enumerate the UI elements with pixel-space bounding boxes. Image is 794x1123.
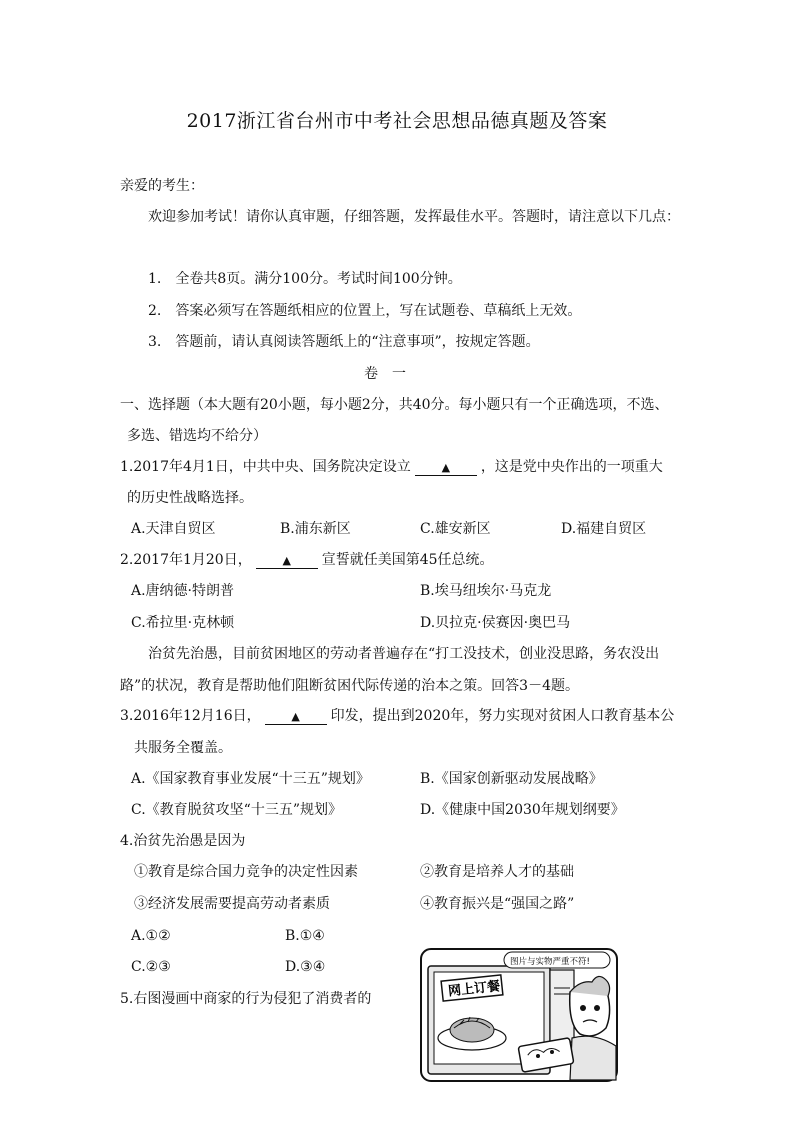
question-4-statement-2: ②教育是培养人才的基础	[420, 864, 574, 880]
question-1-option-a: A.天津自贸区	[131, 521, 216, 537]
question-4-stem: 4.治贫先治愚是因为	[120, 833, 246, 849]
question-2-option-a: A.唐纳德·特朗普	[131, 583, 235, 599]
question-2-stem-pre: 2.2017年1月20日，	[120, 552, 252, 568]
speech-bubble-text: 图片与实物严重不符!	[510, 957, 590, 967]
section-heading: 卷 一	[364, 366, 406, 382]
screen-text: 网上订餐	[447, 978, 501, 999]
passage-line1: 治贫先治愚，目前贫困地区的劳动者普遍存在“打工没技术，创业没思路，务农没出	[148, 646, 660, 662]
question-4-statement-3: ③经济发展需要提高劳动者素质	[134, 896, 330, 912]
instruction-3: 3. 答题前，请认真阅读答题纸上的“注意事项”，按规定答题。	[148, 334, 540, 350]
question-1-stem-post: ，这是党中央作出的一项重大	[480, 459, 663, 475]
question-3-option-d: D.《健康中国2030年规划纲要》	[420, 802, 625, 818]
question-4-statement-1: ①教育是综合国力竞争的决定性因素	[134, 864, 358, 880]
question-4-option-d: D.③④	[285, 959, 326, 975]
welcome-text: 欢迎参加考试！请你认真审题，仔细答题，发挥最佳水平。答题时，请注意以下几点：	[148, 209, 680, 225]
question-3-option-c: C.《教育脱贫攻坚“十三五”规划》	[131, 802, 342, 818]
question-1-stem-pre: 1.2017年4月1日，中共中央、国务院决定设立	[120, 459, 411, 475]
question-3-stem-line2: 共服务全覆盖。	[134, 740, 232, 756]
question-5-stem: 5.右图漫画中商家的行为侵犯了消费者的	[120, 991, 372, 1007]
question-3-stem	[120, 707, 674, 725]
part1-heading-line2: 多选、错选均不给分）	[127, 428, 267, 444]
question-2-option-d: D.贝拉克·侯赛因·奥巴马	[420, 615, 571, 631]
page-title: 2017浙江省台州市中考社会思想品德真题及答案	[186, 110, 608, 132]
question-1-stem-line2: 的历史性战略选择。	[127, 490, 253, 506]
part1-heading-line1: 一、选择题（本大题有20小题，每小题2分，共40分。每小题只有一个正确选项，不选、	[120, 397, 669, 413]
passage-line2: 路”的状况，教育是帮助他们阻断贫困代际传递的治本之策。回答3－4题。	[120, 678, 579, 694]
question-1-option-c: C.雄安新区	[420, 521, 491, 537]
question-4-option-a: A.①②	[131, 928, 171, 944]
question-3-stem-post: 印发，提出到2020年，努力实现对贫困人口教育基本公	[330, 708, 675, 724]
question-3-option-a: A.《国家教育事业发展“十三五”规划》	[131, 771, 370, 787]
question-3-option-b: B.《国家创新驱动发展战略》	[420, 771, 603, 787]
greeting: 亲爱的考生：	[120, 178, 204, 194]
cartoon-illustration	[420, 948, 618, 1082]
question-1-stem	[120, 458, 663, 476]
question-4-statement-4: ④教育振兴是“强国之路”	[420, 896, 575, 912]
question-3-stem-pre: 3.2016年12月16日，	[120, 708, 261, 724]
question-1-option-b: B.浦东新区	[280, 521, 351, 537]
question-1-option-d: D.福建自贸区	[561, 521, 647, 537]
instruction-1: 1. 全卷共8页。满分100分。考试时间100分钟。	[148, 271, 462, 287]
answer-blank: ▲	[265, 710, 327, 725]
instruction-2: 2. 答案必须写在答题纸相应的位置上，写在试题卷、草稿纸上无效。	[148, 303, 582, 319]
question-2-stem-post: 宣誓就任美国第45任总统。	[321, 552, 494, 568]
answer-blank: ▲	[256, 554, 318, 569]
answer-blank: ▲	[415, 461, 477, 476]
question-2-stem	[120, 551, 494, 569]
question-4-option-b: B.①④	[285, 928, 325, 944]
question-2-option-c: C.希拉里·克林顿	[131, 615, 235, 631]
question-4-option-c: C.②③	[131, 959, 171, 975]
question-2-option-b: B.埃马纽埃尔·马克龙	[420, 583, 552, 599]
